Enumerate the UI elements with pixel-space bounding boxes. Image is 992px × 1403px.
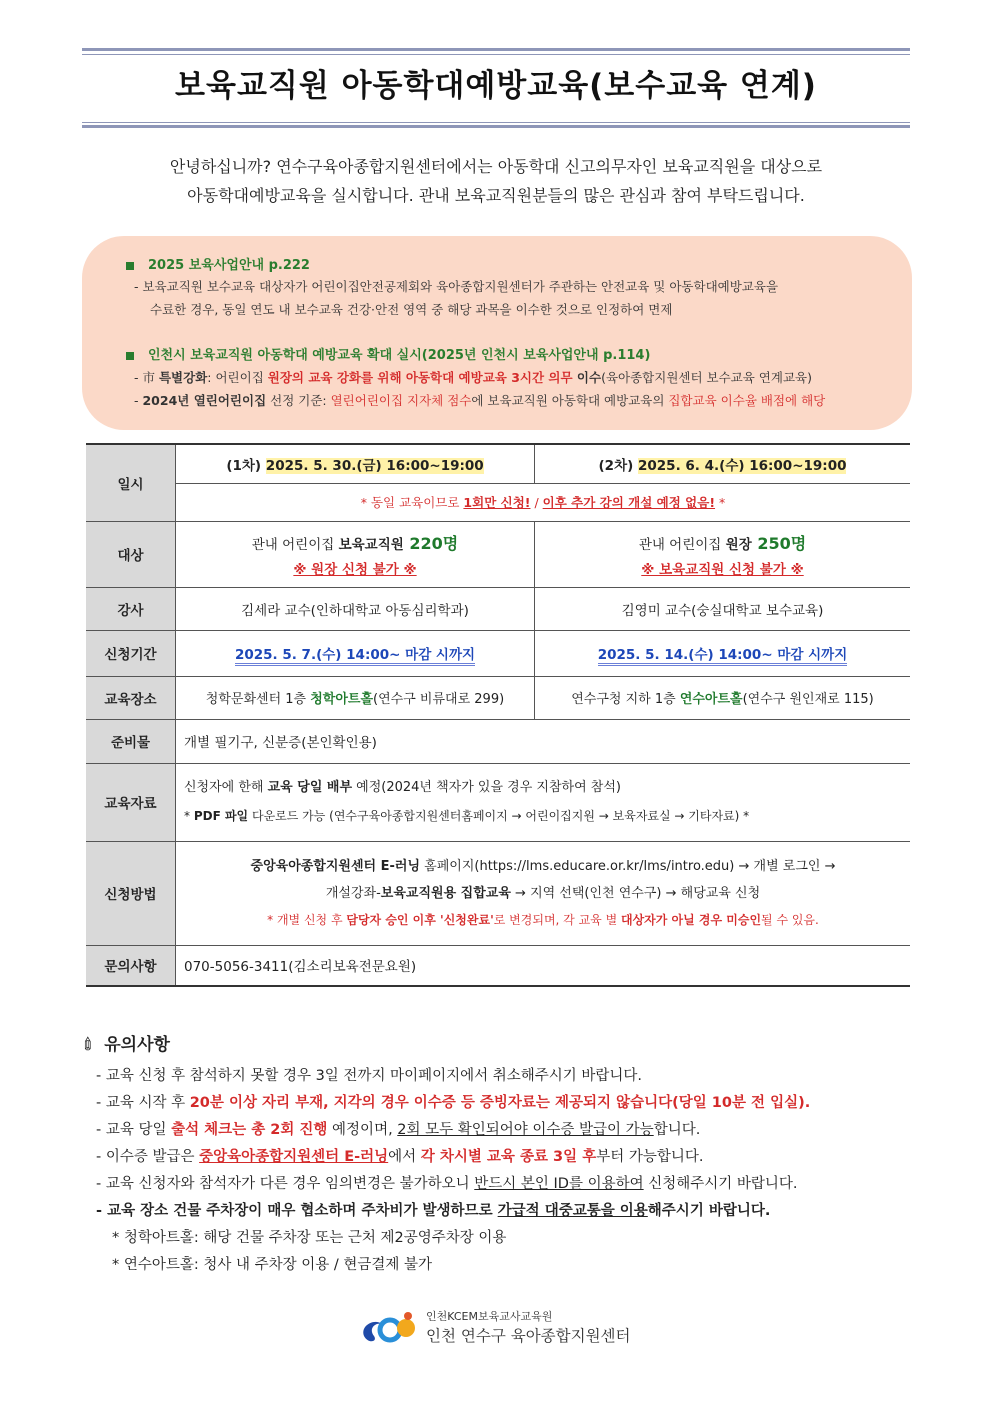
notice-line: 수료한 경우, 동일 연도 내 보수교육 건강·안전 영역 중 해당 과목을 이수한 것으로 인정하여 면제 <box>150 302 673 317</box>
divider <box>82 48 910 51</box>
table-row <box>86 630 910 676</box>
intro-text <box>82 152 910 210</box>
note-subitem: * 연수아트홀: 청사 내 주차장 이용 / 현금결제 불가 <box>112 1257 433 1273</box>
note-item: - 교육 신청 후 참석하지 못할 경우 3일 전까지 마이페이지에서 취소해주시기 바랍니다. <box>96 1068 643 1084</box>
row-label: 교육자료 <box>86 763 176 841</box>
notes-heading: ✐ 유의사항 <box>77 1032 170 1058</box>
notice-box <box>82 236 912 430</box>
row-label: 교육장소 <box>86 676 176 719</box>
divider <box>82 125 910 128</box>
info-table <box>86 443 910 987</box>
note-item: - 교육 당일 출석 체크는 총 2회 진행 예정이며, 2회 모두 확인되어야 이수증 발급이 가능합니다. <box>96 1122 701 1138</box>
apply-cell-1: 2025. 5. 7.(수) 14:00~ 마감 시까지 <box>176 630 535 676</box>
date-cell-2: (2차) 2025. 6. 4.(수) 16:00~19:00 <box>535 444 911 483</box>
org-name: 인천 연수구 육아종합지원센터 <box>426 1327 631 1345</box>
notice-line: - 市 특별강화: 어린이집 원장의 교육 강화를 위해 아동학대 예방교육 3시간 의무 이수(육아종합지원센터 보수교육 연계교육) <box>134 370 812 385</box>
table-row <box>86 763 910 841</box>
venue-cell-1: 청학문화센터 1층 청학아트홀(연수구 비류대로 299) <box>176 676 535 719</box>
table-row <box>86 444 910 483</box>
org-subname: 인천KCEM보육교사교육원 <box>426 1310 553 1323</box>
title-banner <box>82 48 910 130</box>
table-row <box>86 945 910 986</box>
org-logo <box>358 1308 648 1348</box>
note-item: - 교육 장소 건물 주차장이 매우 협소하며 주차비가 발생하므로 가급적 대중교통을 이용해주시기 바랍니다. <box>96 1203 771 1219</box>
table-row <box>86 521 910 587</box>
row-label: 대상 <box>86 521 176 587</box>
lecturer-cell-2: 김영미 교수(숭실대학교 보수교육) <box>535 587 911 630</box>
table-row <box>86 587 910 630</box>
square-bullet-icon <box>126 352 134 360</box>
intro-line: 아동학대예방교육을 실시합니다. 관내 보육교직원분들의 많은 관심과 참여 부탁드립니다. <box>187 186 805 205</box>
square-bullet-icon <box>126 262 134 270</box>
date-cell-1: (1차) 2025. 5. 30.(금) 16:00~19:00 <box>176 444 535 483</box>
row-label: 신청방법 <box>86 841 176 945</box>
row-label: 일시 <box>86 444 176 521</box>
contact-cell: 070-5056-3411(김소리보육전문요원) <box>176 945 911 986</box>
note-item: - 이수증 발급은 중앙육아종합지원센터 E-러닝에서 각 차시별 교육 종료 3일 후부터 가능합니다. <box>96 1149 704 1165</box>
divider <box>82 54 910 55</box>
intro-line: 안녕하십니까? 연수구육아종합지원센터에서는 아동학대 신고의무자인 보육교직원을 대상으로 <box>169 157 823 176</box>
target-cell-1: 관내 어린이집 보육교직원 220명 ※ 원장 신청 불가 ※ <box>176 521 535 587</box>
table-row <box>86 676 910 719</box>
apply-cell-2: 2025. 5. 14.(수) 14:00~ 마감 시까지 <box>535 630 911 676</box>
row-label: 신청기간 <box>86 630 176 676</box>
notes-section <box>77 1030 912 1279</box>
table-row <box>86 483 910 521</box>
materials-cell: 신청자에 한해 교육 당일 배부 예정(2024년 책자가 있을 경우 지참하여 참석) * PDF 파일 다운로드 가능 (연수구육아종합지원센터홈페이지 → 어린이집지원 → 보육자료실 → 기타자료) * <box>176 763 911 841</box>
table-row <box>86 719 910 763</box>
target-cell-2: 관내 어린이집 원장 250명 ※ 보육교직원 신청 불가 ※ <box>535 521 911 587</box>
method-cell: 중앙육아종합지원센터 E-러닝 홈페이지(https://lms.educare.or.kr/lms/intro.edu) → 개별 로그인 → 개설강좌-보육교직원용 집합교육 → 지역 선택(인천 연수구) → 해당교육 신청 * 개별 신청 후 담당자 승인 이후 '신청완료'로 변경되며, 각 교육 별 대상자가 아닐 경우 미승인될 수 있음. <box>176 841 911 945</box>
pencil-icon: ✐ <box>77 1032 102 1058</box>
note-subitem: * 청학아트홀: 해당 건물 주차장 또는 근처 제2공영주차장 이용 <box>112 1230 507 1246</box>
lecturer-cell-1: 김세라 교수(인하대학교 아동심리학과) <box>176 587 535 630</box>
date-note: * 동일 교육이므로 1회만 신청! / 이후 추가 강의 개설 예정 없음! * <box>176 483 911 521</box>
note-item: - 교육 신청자와 참석자가 다른 경우 임의변경은 불가하오니 반드시 본인 ID를 이용하여 신청해주시기 바랍니다. <box>96 1176 798 1192</box>
divider <box>82 122 910 123</box>
row-label: 강사 <box>86 587 176 630</box>
page-title: 보육교직원 아동학대예방교육(보수교육 연계) <box>175 68 817 104</box>
table-row <box>86 841 910 945</box>
notice-section-heading: 2025 보육사업안내 p.222 <box>126 254 310 273</box>
notice-section-heading: 인천시 보육교직원 아동학대 예방교육 확대 실시(2025년 인천시 보육사업안내 p.114) <box>126 344 650 363</box>
note-item: - 교육 시작 후 20분 이상 자리 부재, 지각의 경우 이수증 등 증빙자료는 제공되지 않습니다(당일 10분 전 입실). <box>96 1095 811 1111</box>
center-logo-icon <box>358 1308 420 1348</box>
row-label: 준비물 <box>86 719 176 763</box>
supplies-cell: 개별 필기구, 신분증(본인확인용) <box>176 719 911 763</box>
row-label: 문의사항 <box>86 945 176 986</box>
notice-line: - 2024년 열린어린이집 선정 기준: 열린어린이집 지자체 점수에 보육교직원 아동학대 예방교육의 집합교육 이수율 배점에 해당 <box>134 393 826 408</box>
venue-cell-2: 연수구청 지하 1층 연수아트홀(연수구 원인재로 115) <box>535 676 911 719</box>
notice-line: - 보육교직원 보수교육 대상자가 어린이집안전공제회와 육아종합지원센터가 주관하는 안전교육 및 아동학대예방교육을 <box>134 279 779 294</box>
